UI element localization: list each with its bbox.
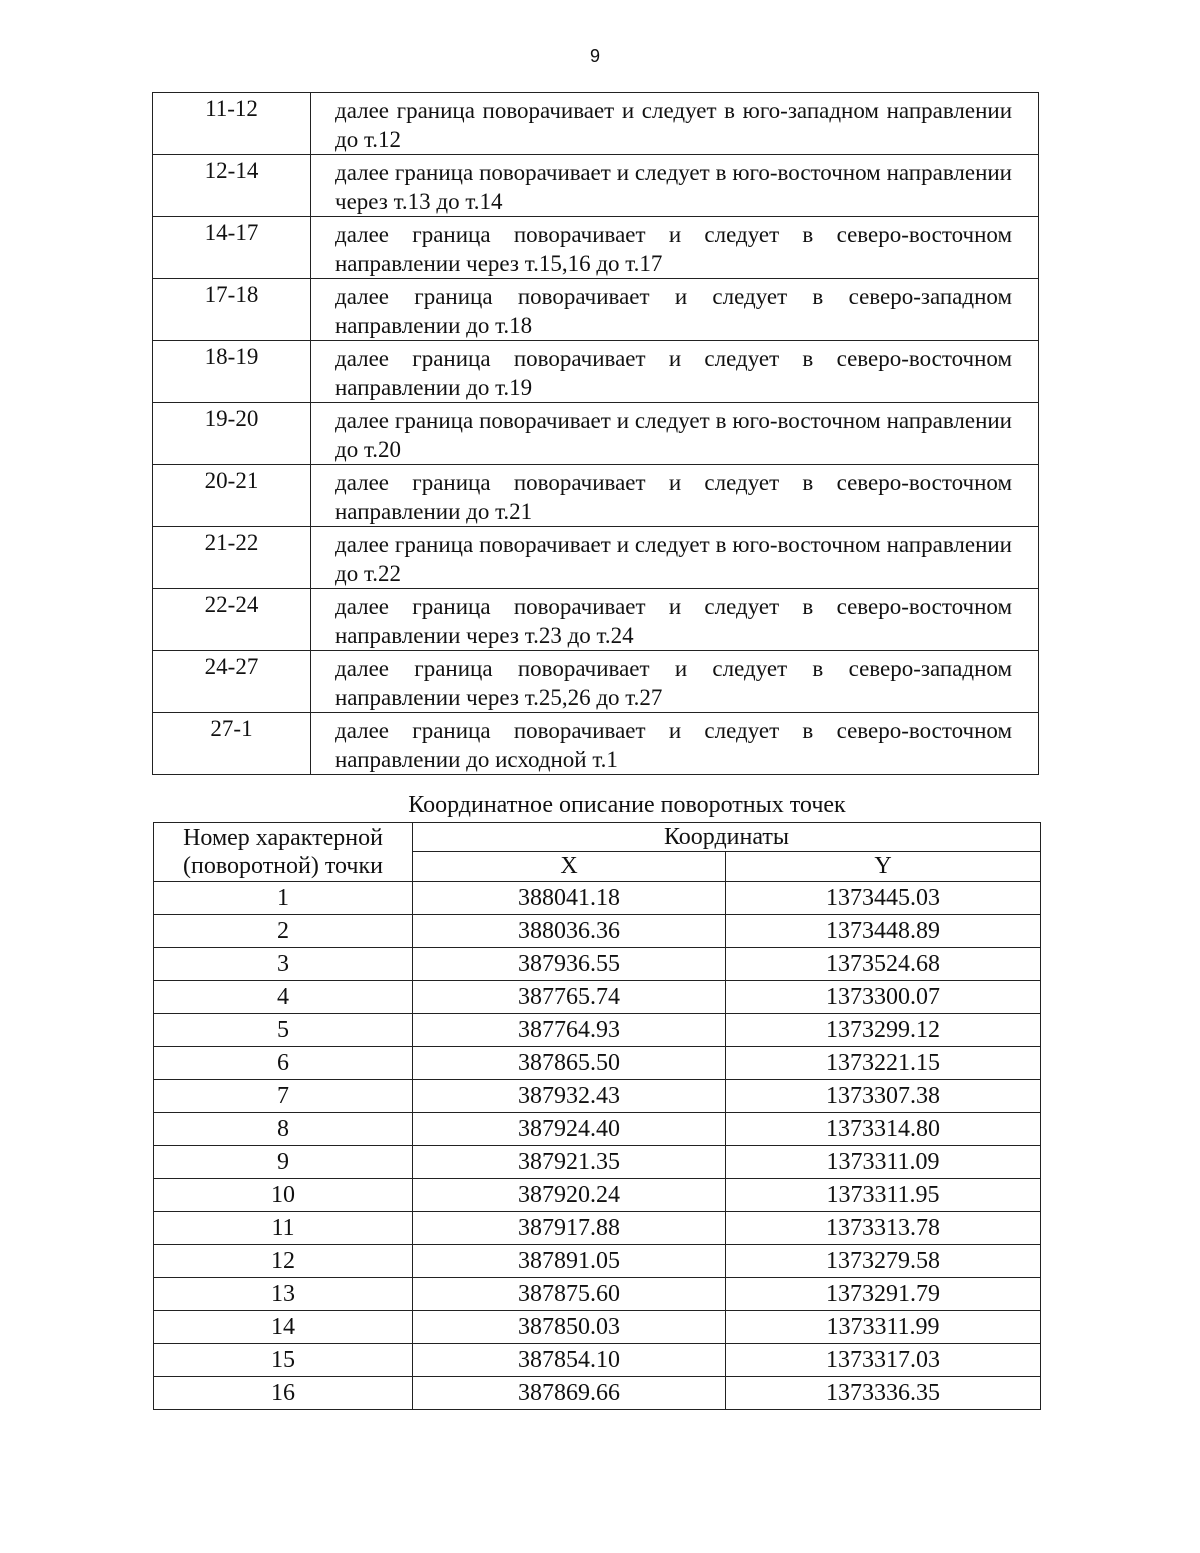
x-cell: 387891.05 xyxy=(413,1245,726,1278)
y-cell: 1373300.07 xyxy=(726,981,1041,1014)
coordinate-row xyxy=(154,1278,1041,1311)
coordinate-row xyxy=(154,1113,1041,1146)
coordinate-row xyxy=(154,1080,1041,1113)
y-header: Y xyxy=(726,852,1041,882)
description-cell: далее граница поворачивает и следует в северо-западном направлении через т.25,26 до т.27 xyxy=(311,651,1039,713)
coordinate-row xyxy=(154,882,1041,915)
boundary-row xyxy=(153,93,1039,155)
x-cell: 387765.74 xyxy=(413,981,726,1014)
x-cell: 387924.40 xyxy=(413,1113,726,1146)
x-cell: 387875.60 xyxy=(413,1278,726,1311)
y-cell: 1373299.12 xyxy=(726,1014,1041,1047)
y-cell: 1373311.95 xyxy=(726,1179,1041,1212)
point-number-cell: 12 xyxy=(154,1245,413,1278)
coordinates-table-body xyxy=(154,882,1041,1410)
point-number-cell: 1 xyxy=(154,882,413,915)
segment-cell: 17-18 xyxy=(153,279,311,341)
coordinates-header: Координаты xyxy=(413,823,1041,852)
point-number-cell: 9 xyxy=(154,1146,413,1179)
y-cell: 1373314.80 xyxy=(726,1113,1041,1146)
coordinate-row xyxy=(154,1311,1041,1344)
coordinates-caption: Координатное описание поворотных точек xyxy=(408,792,846,818)
boundary-row xyxy=(153,279,1039,341)
coordinate-row xyxy=(154,1212,1041,1245)
segment-cell: 11-12 xyxy=(153,93,311,155)
segment-cell: 22-24 xyxy=(153,589,311,651)
description-cell: далее граница поворачивает и следует в северо-восточном направлении до исходной т.1 xyxy=(311,713,1039,775)
point-number-cell: 16 xyxy=(154,1377,413,1410)
y-cell: 1373448.89 xyxy=(726,915,1041,948)
x-cell: 387865.50 xyxy=(413,1047,726,1080)
point-number-cell: 10 xyxy=(154,1179,413,1212)
description-cell: далее граница поворачивает и следует в северо-западном направлении до т.18 xyxy=(311,279,1039,341)
segment-cell: 19-20 xyxy=(153,403,311,465)
coordinate-row xyxy=(154,1377,1041,1410)
x-cell: 387936.55 xyxy=(413,948,726,981)
boundary-row xyxy=(153,465,1039,527)
point-number-cell: 8 xyxy=(154,1113,413,1146)
coordinate-row xyxy=(154,1047,1041,1080)
description-cell: далее граница поворачивает и следует в северо-восточном направлении через т.15,16 до т.17 xyxy=(311,217,1039,279)
boundary-row xyxy=(153,527,1039,589)
x-cell: 388036.36 xyxy=(413,915,726,948)
segment-cell: 12-14 xyxy=(153,155,311,217)
coordinate-row xyxy=(154,1245,1041,1278)
y-cell: 1373317.03 xyxy=(726,1344,1041,1377)
point-number-cell: 13 xyxy=(154,1278,413,1311)
description-cell: далее граница поворачивает и следует в юго-восточном направлении до т.20 xyxy=(311,403,1039,465)
y-cell: 1373313.78 xyxy=(726,1212,1041,1245)
y-cell: 1373524.68 xyxy=(726,948,1041,981)
y-cell: 1373311.09 xyxy=(726,1146,1041,1179)
x-cell: 387932.43 xyxy=(413,1080,726,1113)
boundary-description-table xyxy=(152,92,1039,775)
point-number-header: Номер характерной (поворотной) точки xyxy=(154,823,413,882)
segment-cell: 14-17 xyxy=(153,217,311,279)
point-number-cell: 5 xyxy=(154,1014,413,1047)
segment-cell: 27-1 xyxy=(153,713,311,775)
y-cell: 1373445.03 xyxy=(726,882,1041,915)
y-cell: 1373291.79 xyxy=(726,1278,1041,1311)
coordinate-row xyxy=(154,981,1041,1014)
coordinate-row xyxy=(154,1344,1041,1377)
y-cell: 1373336.35 xyxy=(726,1377,1041,1410)
x-cell: 387854.10 xyxy=(413,1344,726,1377)
x-cell: 387869.66 xyxy=(413,1377,726,1410)
segment-cell: 18-19 xyxy=(153,341,311,403)
boundary-row xyxy=(153,155,1039,217)
y-cell: 1373307.38 xyxy=(726,1080,1041,1113)
description-cell: далее граница поворачивает и следует в северо-восточном направлении до т.21 xyxy=(311,465,1039,527)
segment-cell: 24-27 xyxy=(153,651,311,713)
coordinate-row xyxy=(154,1014,1041,1047)
y-cell: 1373311.99 xyxy=(726,1311,1041,1344)
x-cell: 387921.35 xyxy=(413,1146,726,1179)
x-cell: 387850.03 xyxy=(413,1311,726,1344)
point-number-cell: 6 xyxy=(154,1047,413,1080)
page-number: 9 xyxy=(589,46,600,66)
x-cell: 387917.88 xyxy=(413,1212,726,1245)
y-cell: 1373221.15 xyxy=(726,1047,1041,1080)
description-cell: далее граница поворачивает и следует в юго-восточном направлении через т.13 до т.14 xyxy=(311,155,1039,217)
point-number-cell: 15 xyxy=(154,1344,413,1377)
x-cell: 387764.93 xyxy=(413,1014,726,1047)
boundary-row xyxy=(153,651,1039,713)
point-number-cell: 14 xyxy=(154,1311,413,1344)
x-header: X xyxy=(413,852,726,882)
boundary-row xyxy=(153,589,1039,651)
point-number-cell: 11 xyxy=(154,1212,413,1245)
boundary-description-body xyxy=(153,93,1039,775)
coordinate-row xyxy=(154,1179,1041,1212)
boundary-row xyxy=(153,341,1039,403)
coordinate-row xyxy=(154,1146,1041,1179)
description-cell: далее граница поворачивает и следует в северо-восточном направлении до т.19 xyxy=(311,341,1039,403)
boundary-row xyxy=(153,217,1039,279)
point-number-cell: 4 xyxy=(154,981,413,1014)
description-cell: далее граница поворачивает и следует в юго-восточном направлении до т.22 xyxy=(311,527,1039,589)
description-cell: далее граница поворачивает и следует в юго-западном направлении до т.12 xyxy=(311,93,1039,155)
point-number-cell: 3 xyxy=(154,948,413,981)
coordinate-row xyxy=(154,948,1041,981)
boundary-row xyxy=(153,403,1039,465)
y-cell: 1373279.58 xyxy=(726,1245,1041,1278)
coordinates-table-header xyxy=(154,823,1041,882)
segment-cell: 21-22 xyxy=(153,527,311,589)
boundary-row xyxy=(153,713,1039,775)
coordinate-row xyxy=(154,915,1041,948)
description-cell: далее граница поворачивает и следует в северо-восточном направлении через т.23 до т.24 xyxy=(311,589,1039,651)
x-cell: 388041.18 xyxy=(413,882,726,915)
x-cell: 387920.24 xyxy=(413,1179,726,1212)
segment-cell: 20-21 xyxy=(153,465,311,527)
point-number-cell: 2 xyxy=(154,915,413,948)
coordinates-table xyxy=(153,822,1041,1410)
point-number-cell: 7 xyxy=(154,1080,413,1113)
